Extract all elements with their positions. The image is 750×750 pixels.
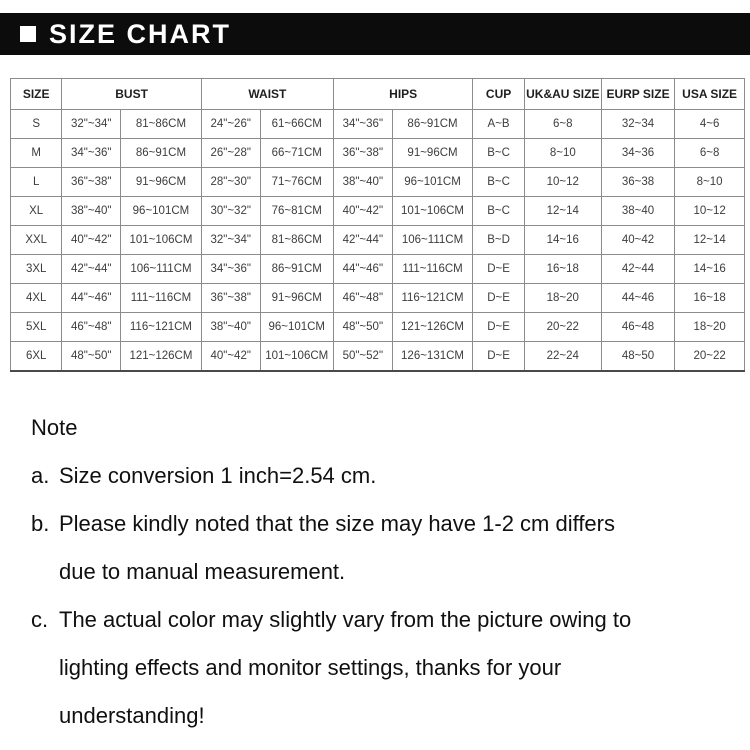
col-header-cup: CUP	[473, 79, 524, 110]
measurement-cell: 40"~42"	[333, 197, 392, 226]
table-row	[11, 313, 745, 342]
measurement-cell: 34"~36"	[62, 139, 121, 168]
size-label-cell: 3XL	[11, 255, 62, 284]
measurement-cell: 18~20	[675, 313, 745, 342]
measurement-cell: 48"~50"	[333, 313, 392, 342]
size-chart-title-bar	[0, 13, 750, 55]
measurement-cell: 40~42	[601, 226, 674, 255]
measurement-cell: 30"~32"	[201, 197, 260, 226]
note-item-lines	[59, 596, 732, 740]
measurement-cell: 96~101CM	[392, 168, 473, 197]
measurement-cell: 18~20	[524, 284, 601, 313]
measurement-cell: D~E	[473, 284, 524, 313]
measurement-cell: 6~8	[524, 110, 601, 139]
measurement-cell: 42"~44"	[62, 255, 121, 284]
note-line: understanding!	[59, 702, 205, 728]
measurement-cell: 101~106CM	[392, 197, 473, 226]
measurement-cell: 34~36	[601, 139, 674, 168]
note-item-label: b.	[31, 510, 50, 536]
note-item	[31, 500, 732, 596]
measurement-cell: 20~22	[524, 313, 601, 342]
measurement-cell: 32"~34"	[62, 110, 121, 139]
measurement-cell: 71~76CM	[260, 168, 333, 197]
measurement-cell: 111~116CM	[121, 284, 202, 313]
measurement-cell: 38~40	[601, 197, 674, 226]
measurement-cell: 111~116CM	[392, 255, 473, 284]
measurement-cell: 36"~38"	[201, 284, 260, 313]
table-row	[11, 284, 745, 313]
measurement-cell: 38"~40"	[201, 313, 260, 342]
measurement-cell: 42"~44"	[333, 226, 392, 255]
square-bullet-icon	[20, 26, 36, 42]
measurement-cell: 126~131CM	[392, 342, 473, 371]
note-item	[31, 596, 732, 740]
size-label-cell: XL	[11, 197, 62, 226]
measurement-cell: 86~91CM	[392, 110, 473, 139]
measurement-cell: 10~12	[524, 168, 601, 197]
size-label-cell: M	[11, 139, 62, 168]
note-line: due to manual measurement.	[59, 558, 346, 584]
measurement-cell: 14~16	[675, 255, 745, 284]
measurement-cell: 38"~40"	[333, 168, 392, 197]
measurement-cell: 4~6	[675, 110, 745, 139]
measurement-cell: 22~24	[524, 342, 601, 371]
measurement-cell: B~C	[473, 197, 524, 226]
measurement-cell: 96~101CM	[121, 197, 202, 226]
col-header-hips: HIPS	[333, 79, 472, 110]
table-row	[11, 168, 745, 197]
measurement-cell: 91~96CM	[260, 284, 333, 313]
measurement-cell: 34"~36"	[333, 110, 392, 139]
measurement-cell: 32~34	[601, 110, 674, 139]
size-label-cell: 5XL	[11, 313, 62, 342]
note-item-label: c.	[31, 606, 49, 632]
measurement-cell: D~E	[473, 342, 524, 371]
measurement-cell: 46"~48"	[333, 284, 392, 313]
measurement-cell: 116~121CM	[392, 284, 473, 313]
measurement-cell: 12~14	[524, 197, 601, 226]
measurement-cell: 14~16	[524, 226, 601, 255]
measurement-cell: 8~10	[524, 139, 601, 168]
table-row	[11, 110, 745, 139]
measurement-cell: 91~96CM	[121, 168, 202, 197]
measurement-cell: 106~111CM	[392, 226, 473, 255]
col-header-uk-au-size: UK&AU SIZE	[524, 79, 601, 110]
size-label-cell: 4XL	[11, 284, 62, 313]
measurement-cell: 36~38	[601, 168, 674, 197]
measurement-cell: 28"~30"	[201, 168, 260, 197]
table-row	[11, 226, 745, 255]
measurement-cell: 40"~42"	[201, 342, 260, 371]
measurement-cell: 121~126CM	[392, 313, 473, 342]
table-row	[11, 139, 745, 168]
measurement-cell: 44"~46"	[62, 284, 121, 313]
measurement-cell: 26"~28"	[201, 139, 260, 168]
measurement-cell: 46"~48"	[62, 313, 121, 342]
size-label-cell: L	[11, 168, 62, 197]
measurement-cell: 48"~50"	[62, 342, 121, 371]
measurement-cell: 101~106CM	[121, 226, 202, 255]
measurement-cell: B~D	[473, 226, 524, 255]
measurement-cell: 86~91CM	[121, 139, 202, 168]
notes-section	[31, 404, 732, 740]
size-chart-table	[10, 78, 745, 372]
table-row	[11, 255, 745, 284]
note-item-label: a.	[31, 462, 50, 488]
note-line: Size conversion 1 inch=2.54 cm.	[59, 462, 377, 488]
measurement-cell: A~B	[473, 110, 524, 139]
table-body	[11, 110, 745, 371]
measurement-cell: 44~46	[601, 284, 674, 313]
measurement-cell: 50"~52"	[333, 342, 392, 371]
page-title: SIZE CHART	[49, 18, 231, 49]
notes-heading: Note	[31, 414, 78, 440]
table-row	[11, 197, 745, 226]
measurement-cell: 46~48	[601, 313, 674, 342]
measurement-cell: 8~10	[675, 168, 745, 197]
measurement-cell: 42~44	[601, 255, 674, 284]
measurement-cell: 121~126CM	[121, 342, 202, 371]
measurement-cell: 40"~42"	[62, 226, 121, 255]
note-item-lines	[59, 452, 732, 500]
measurement-cell: D~E	[473, 255, 524, 284]
measurement-cell: 106~111CM	[121, 255, 202, 284]
measurement-cell: B~C	[473, 139, 524, 168]
measurement-cell: 34"~36"	[201, 255, 260, 284]
measurement-cell: 32"~34"	[201, 226, 260, 255]
measurement-cell: 76~81CM	[260, 197, 333, 226]
measurement-cell: 96~101CM	[260, 313, 333, 342]
measurement-cell: 16~18	[675, 284, 745, 313]
measurement-cell: 66~71CM	[260, 139, 333, 168]
measurement-cell: 61~66CM	[260, 110, 333, 139]
measurement-cell: 20~22	[675, 342, 745, 371]
table-header-row	[11, 79, 745, 110]
measurement-cell: 48~50	[601, 342, 674, 371]
size-label-cell: XXL	[11, 226, 62, 255]
size-label-cell: S	[11, 110, 62, 139]
measurement-cell: 6~8	[675, 139, 745, 168]
col-header-usa-size: USA SIZE	[675, 79, 745, 110]
note-item	[31, 452, 732, 500]
col-header-eurp-size: EURP SIZE	[601, 79, 674, 110]
note-line: lighting effects and monitor settings, thanks for your	[59, 654, 562, 680]
measurement-cell: 101~106CM	[260, 342, 333, 371]
col-header-waist: WAIST	[201, 79, 333, 110]
notes-list	[31, 452, 732, 740]
measurement-cell: 36"~38"	[62, 168, 121, 197]
measurement-cell: 16~18	[524, 255, 601, 284]
measurement-cell: 81~86CM	[260, 226, 333, 255]
note-line: Please kindly noted that the size may have 1-2 cm differs	[59, 510, 615, 536]
measurement-cell: 81~86CM	[121, 110, 202, 139]
measurement-cell: 12~14	[675, 226, 745, 255]
measurement-cell: 44"~46"	[333, 255, 392, 284]
note-item-lines	[59, 500, 732, 596]
measurement-cell: 24"~26"	[201, 110, 260, 139]
measurement-cell: B~C	[473, 168, 524, 197]
measurement-cell: 36"~38"	[333, 139, 392, 168]
table-row	[11, 342, 745, 371]
col-header-bust: BUST	[62, 79, 201, 110]
note-line: The actual color may slightly vary from the picture owing to	[59, 606, 632, 632]
measurement-cell: 10~12	[675, 197, 745, 226]
measurement-cell: 91~96CM	[392, 139, 473, 168]
size-label-cell: 6XL	[11, 342, 62, 371]
measurement-cell: 116~121CM	[121, 313, 202, 342]
measurement-cell: D~E	[473, 313, 524, 342]
measurement-cell: 86~91CM	[260, 255, 333, 284]
col-header-size: SIZE	[11, 79, 62, 110]
measurement-cell: 38"~40"	[62, 197, 121, 226]
